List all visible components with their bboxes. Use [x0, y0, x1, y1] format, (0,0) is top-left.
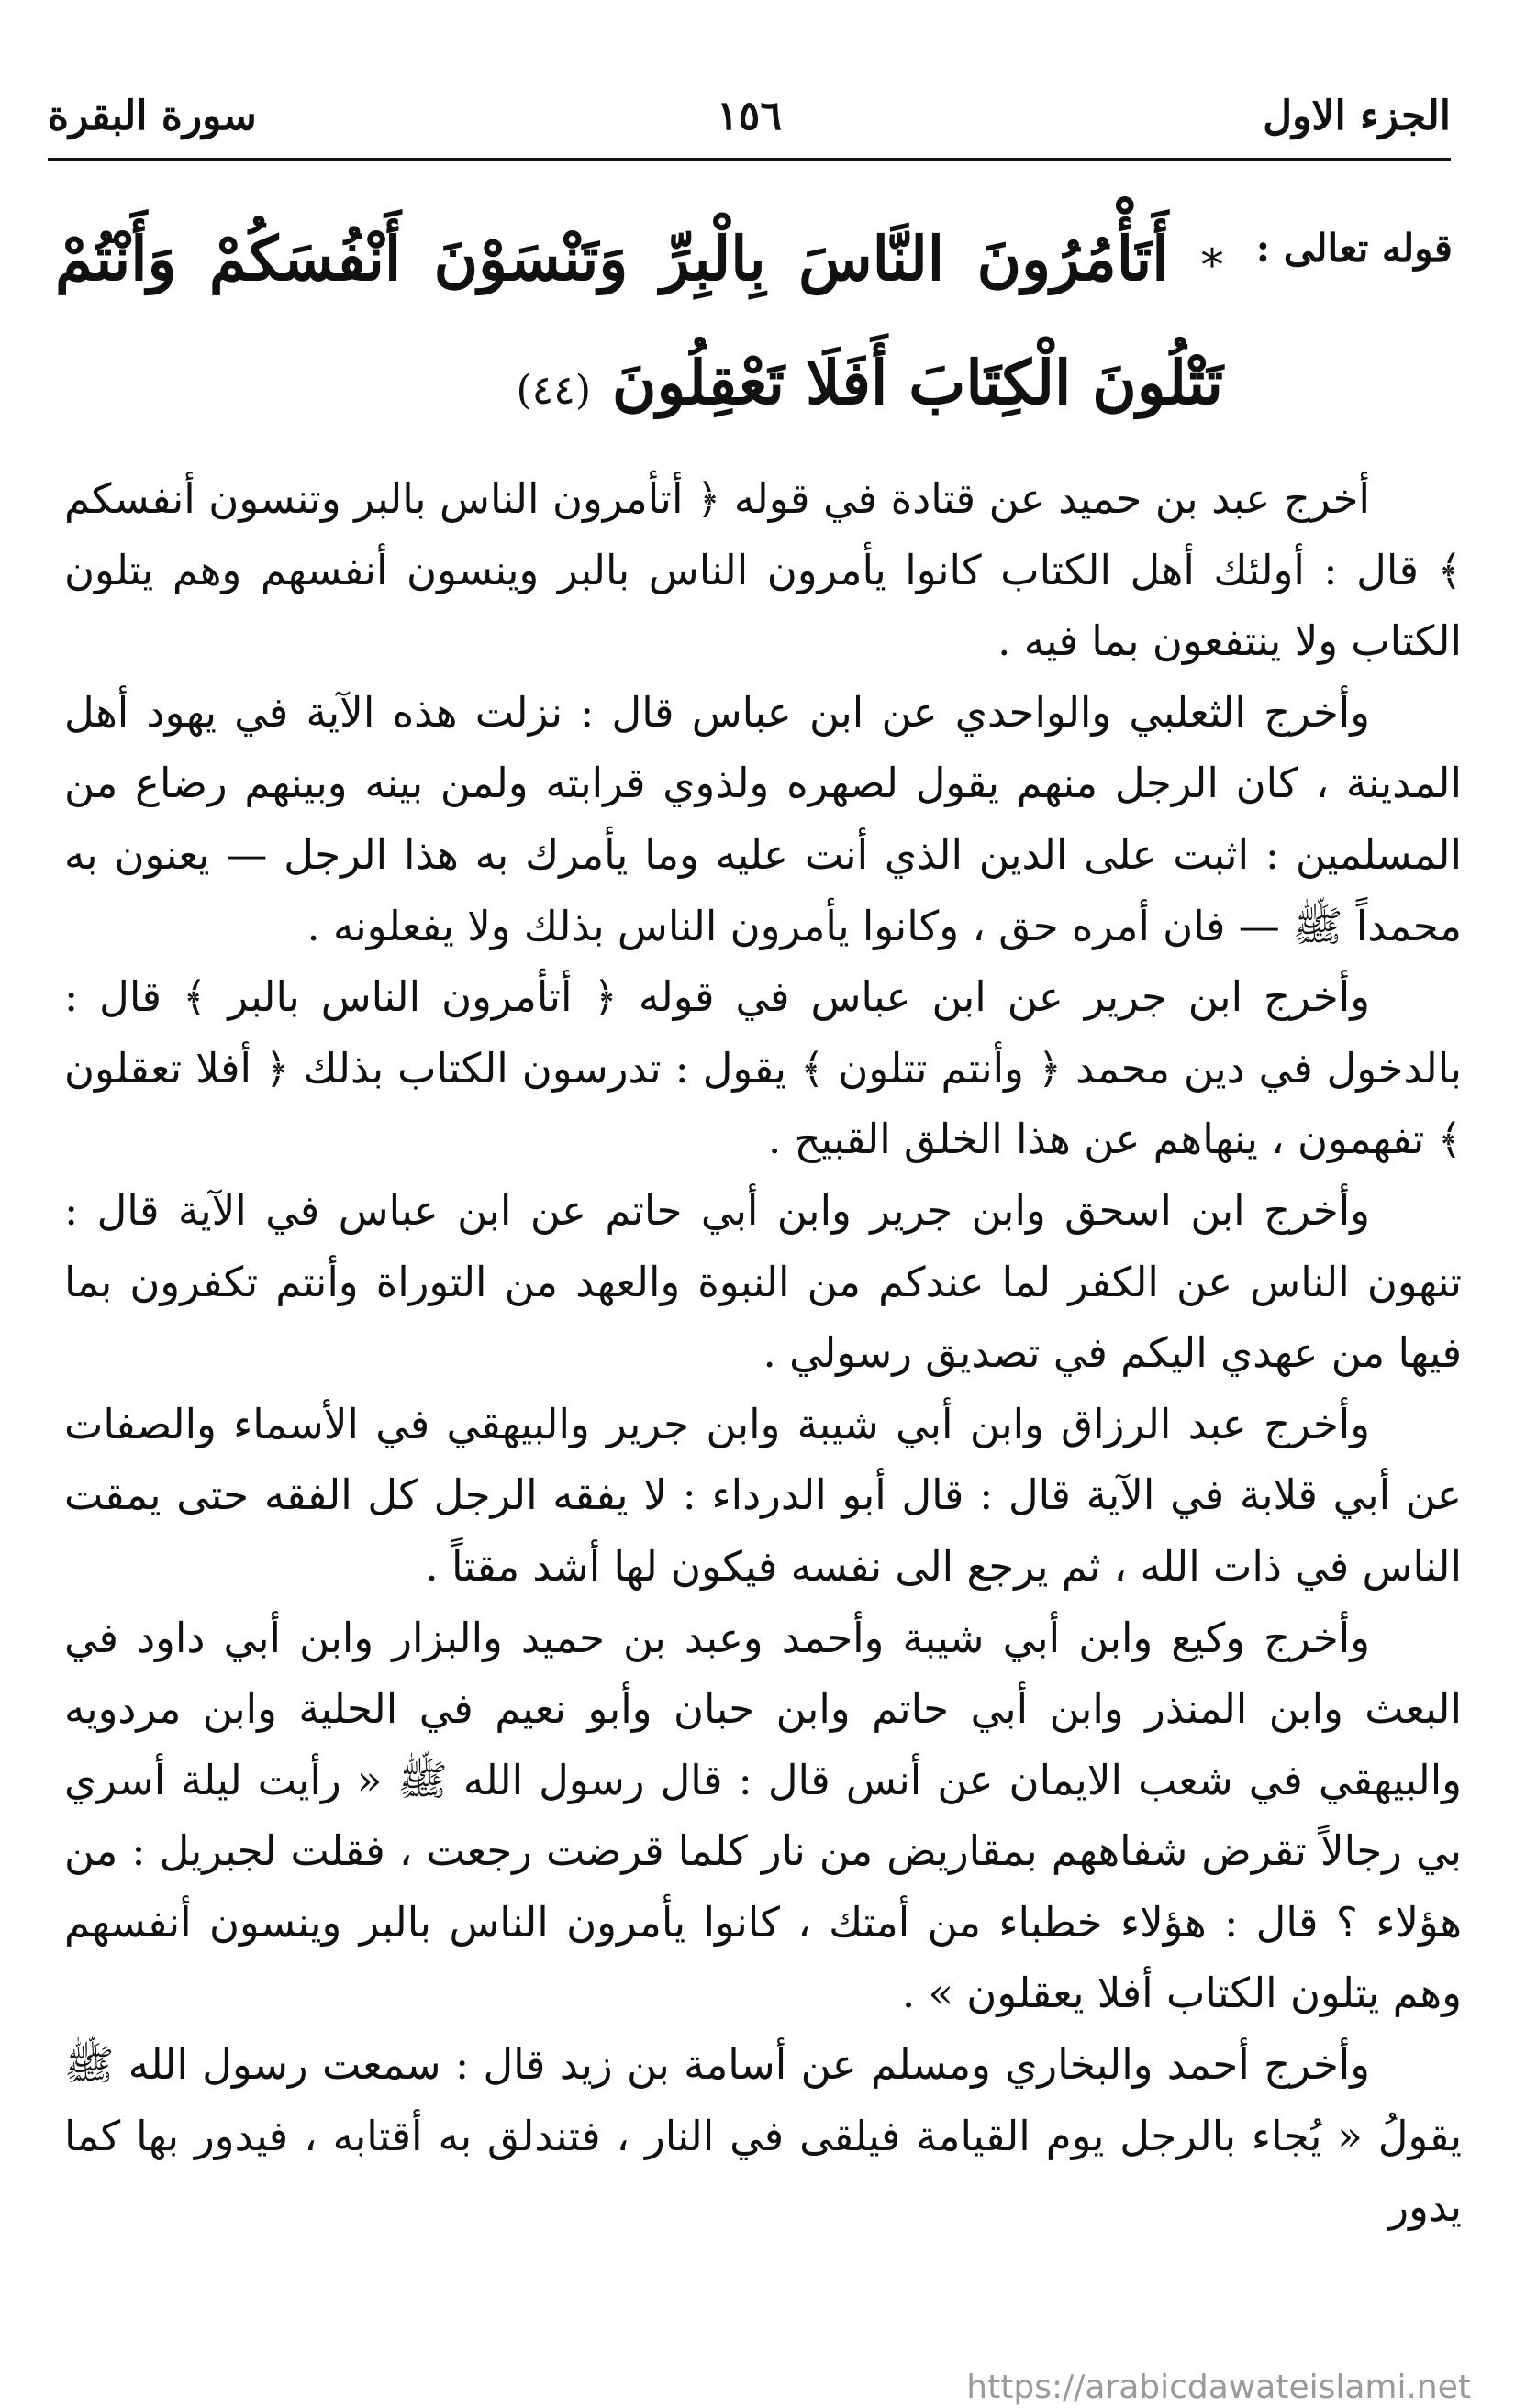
paragraph: وأخرج وكيع وابن أبي شيبة وأحمد وعبد بن حميد والبزار وابن أبي داود في البعث وابن المنذر وابن أبي حاتم وابن حبان وأبو نعيم في الحلية وابن مردويه والبيهقي في شعب الايمان عن أنس قال : قال رسول الله ﷺ « رأيت ليلة أسري بي رجالاً تقرض شفاههم بمقاريض من نار كلما قرضت رجعت ، فقلت لجبريل : من هؤلاء ؟ قال : هؤلاء خطباء من أمتك ، كانوا يأمرون الناس بالبر وينسون أنفسهم وهم يتلون الكتاب أفلا يعقلون » .	[64, 1613, 1462, 2018]
paragraph: أخرج عبد بن حميد عن قتادة في قوله ﴿ أتأمرون الناس بالبر وتنسون أنفسكم ﴾ قال : أولئك أهل الكتاب كانوا يأمرون الناس بالبر وينسون أنفسهم وهم يتلون الكتاب ولا ينتفعون بما فيه .	[64, 474, 1462, 666]
surah-label: سورة البقرة	[48, 93, 257, 139]
page-header	[48, 84, 1451, 161]
paragraph: وأخرج ابن جرير عن ابن عباس في قوله ﴿ أتأمرون الناس بالبر ﴾ قال : بالدخول في دين محمد ﴿ وأنتم تتلون ﴾ يقول : تدرسون الكتاب بذلك ﴿ أفلا تعقلون ﴾ تفهمون ، ينهاهم عن هذا الخلق القبيح .	[64, 972, 1462, 1164]
verse-intro: قوله تعالى :	[1255, 226, 1453, 271]
paragraph: وأخرج أحمد والبخاري ومسلم عن أسامة بن زيد قال : سمعت رسول الله ﷺ يقولُ « يُجاء بالرجل يوم القيامة فيلقى في النار ، فتندلق به أقتابه ، فيدور بها كما يدور	[64, 2040, 1462, 2232]
paragraph: وأخرج ابن اسحق وابن جرير وابن أبي حاتم عن ابن عباس في الآية قال : تنهون الناس عن الكفر لما عندكم من النبوة والعهد من التوراة وأنتم تكفرون بما فيها من عهدي اليكم في تصديق رسولي .	[64, 1185, 1462, 1378]
source-watermark: https://arabicdawateislami.net	[966, 2369, 1471, 2406]
verse-end-marker: (٤٤)	[516, 367, 592, 414]
page-number: ١٥٦	[717, 93, 782, 139]
part-label: الجزء الاول	[1263, 93, 1451, 139]
verse-text-line	[55, 200, 1223, 449]
paragraph: وأخرج الثعلبي والواحدي عن ابن عباس قال : نزلت هذه الآية في يهود أهل المدينة ، كان الرجل منهم يقول لصهره ولذوي قرابته ولمن بينه وبينهم رضاع من المسلمين : اثبت على الدين الذي أنت عليه وما يأمرك به هذا الرجل — يعنون به محمداً ﷺ — فان أمره حق ، وكانوا يأمرون الناس بذلك ولا يفعلونه .	[64, 687, 1462, 950]
asterisk-mark: *	[1201, 239, 1223, 291]
commentary-text	[64, 463, 1462, 2243]
verse-text: أَتَأْمُرُونَ النَّاسَ بِالْبِرِّ وَتَنْسَوْنَ أَنْفُسَكُمْ وَأَنْتُمْ تَتْلُونَ الْكِتَابَ أَفَلَا تَعْقِلُونَ	[55, 223, 1223, 418]
paragraph: وأخرج عبد الرزاق وابن أبي شيبة وابن جرير والبيهقي في الأسماء والصفات عن أبي قلابة في الآية قال : قال أبو الدرداء : لا يفقه الرجل كل الفقه حتى يمقت الناس في ذات الله ، ثم يرجع الى نفسه فيكون لها أشد مقتاً .	[64, 1399, 1462, 1591]
quran-verse-block	[55, 200, 1453, 448]
